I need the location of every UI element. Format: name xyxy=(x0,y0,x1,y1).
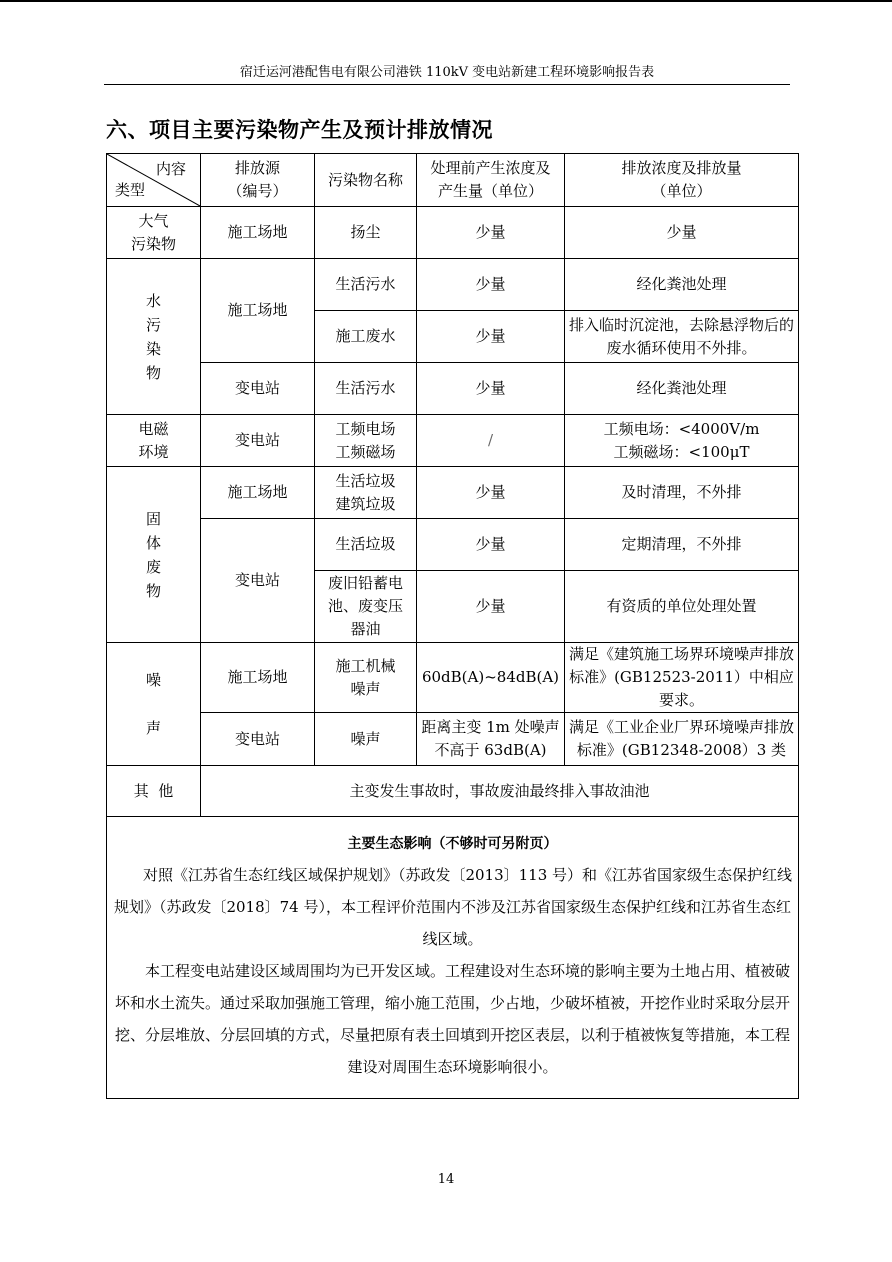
header-pollutant: 污染物名称 xyxy=(315,154,417,207)
header-before: 处理前产生浓度及 产生量（单位） xyxy=(417,154,565,207)
type-other: 其 他 xyxy=(107,766,201,817)
cell-source: 施工场地 xyxy=(201,643,315,713)
eco-paragraph-2: 本工程变电站建设区域周围均为已开发区域。工程建设对生态环境的影响主要为土地占用、植被破坏和水土流失。通过采取加强施工管理，缩小施工范围，少占地，少破坏植被，开挖作业时采取分层开挖、分层堆放、分层回填的方式，尽量把原有表土回填到开挖区表层，以利于植被恢复等措施，本工程建设对周围生态环境影响很小。 xyxy=(114,961,790,1076)
cell-source: 施工场地 xyxy=(201,207,315,259)
eco-impact-title: 主要生态影响（不够时可另附页） xyxy=(347,835,558,852)
cell-before: 少量 xyxy=(417,519,565,571)
diagonal-header-cell xyxy=(107,154,201,207)
cell-after: 经化粪池处理 xyxy=(565,259,799,311)
cell-pollutant: 生活污水 xyxy=(315,259,417,311)
table-row xyxy=(107,363,799,415)
cell-before: / xyxy=(417,415,565,467)
cell-other-content: 主变发生事故时，事故废油最终排入事故油池 xyxy=(201,766,799,817)
cell-after: 及时清理，不外排 xyxy=(565,467,799,519)
header-source: 排放源 （编号） xyxy=(201,154,315,207)
cell-before: 60dB(A)~84dB(A) xyxy=(417,643,565,713)
cell-after: 少量 xyxy=(565,207,799,259)
table-row xyxy=(107,259,799,311)
eco-impact-cell xyxy=(107,817,799,1099)
type-solid: 固 体 废 物 xyxy=(107,467,201,643)
cell-after: 工频电场：<4000V/m 工频磁场：<100μT xyxy=(565,415,799,467)
cell-before: 少量 xyxy=(417,207,565,259)
cell-source: 变电站 xyxy=(201,713,315,766)
pollutant-table xyxy=(106,153,799,1099)
table-row xyxy=(107,519,799,571)
cell-pollutant: 生活垃圾 建筑垃圾 xyxy=(315,467,417,519)
type-water: 水 污 染 物 xyxy=(107,259,201,415)
table-row xyxy=(107,643,799,713)
table-row xyxy=(107,713,799,766)
top-border-line xyxy=(0,0,892,2)
table-row xyxy=(107,766,799,817)
cell-pollutant: 生活污水 xyxy=(315,363,417,415)
cell-pollutant: 工频电场 工频磁场 xyxy=(315,415,417,467)
cell-pollutant: 生活垃圾 xyxy=(315,519,417,571)
table-header-row xyxy=(107,154,799,207)
cell-before: 距离主变 1m 处噪声不高于 63dB(A) xyxy=(417,713,565,766)
header-after: 排放浓度及排放量 （单位） xyxy=(565,154,799,207)
cell-after: 满足《工业企业厂界环境噪声排放标准》(GB12348-2008）3 类 xyxy=(565,713,799,766)
eco-paragraph-1: 对照《江苏省生态红线区域保护规划》（苏政发〔2013〕113 号）和《江苏省国家级生态保护红线规划》（苏政发〔2018〕74 号），本工程评价范围内不涉及江苏省国家级生态保护红线和江苏省生态红线区域。 xyxy=(113,865,793,948)
cell-source: 施工场地 xyxy=(201,259,315,363)
header-content-label: 内容 xyxy=(155,160,186,178)
type-noise: 噪 声 xyxy=(107,643,201,766)
cell-before: 少量 xyxy=(417,363,565,415)
cell-before: 少量 xyxy=(417,259,565,311)
type-air: 大气 污染物 xyxy=(107,207,201,259)
cell-before: 少量 xyxy=(417,311,565,363)
table-row xyxy=(107,207,799,259)
cell-source: 变电站 xyxy=(201,415,315,467)
cell-after: 定期清理，不外排 xyxy=(565,519,799,571)
cell-pollutant: 施工废水 xyxy=(315,311,417,363)
cell-after: 经化粪池处理 xyxy=(565,363,799,415)
eco-row xyxy=(107,817,799,1099)
header-type-label: 类型 xyxy=(115,181,146,199)
cell-source: 变电站 xyxy=(201,519,315,643)
type-em: 电磁 环境 xyxy=(107,415,201,467)
page-header: 宿迁运河港配售电有限公司港铁 110kV 变电站新建工程环境影响报告表 xyxy=(104,64,790,85)
cell-before: 少量 xyxy=(417,467,565,519)
table-row xyxy=(107,415,799,467)
cell-source: 施工场地 xyxy=(201,467,315,519)
cell-pollutant: 施工机械 噪声 xyxy=(315,643,417,713)
cell-before: 少量 xyxy=(417,571,565,643)
cell-pollutant: 扬尘 xyxy=(315,207,417,259)
cell-after: 满足《建筑施工场界环境噪声排放标准》(GB12523-2011）中相应要求。 xyxy=(565,643,799,713)
table-row xyxy=(107,467,799,519)
cell-after: 有资质的单位处理处置 xyxy=(565,571,799,643)
cell-pollutant: 噪声 xyxy=(315,713,417,766)
page-number: 14 xyxy=(437,1172,455,1187)
cell-pollutant: 废旧铅蓄电 池、废变压 器油 xyxy=(315,571,417,643)
cell-after: 排入临时沉淀池，去除悬浮物后的废水循环使用不外排。 xyxy=(565,311,799,363)
section-title: 六、项目主要污染物产生及预计排放情况 xyxy=(106,117,493,142)
cell-source: 变电站 xyxy=(201,363,315,415)
